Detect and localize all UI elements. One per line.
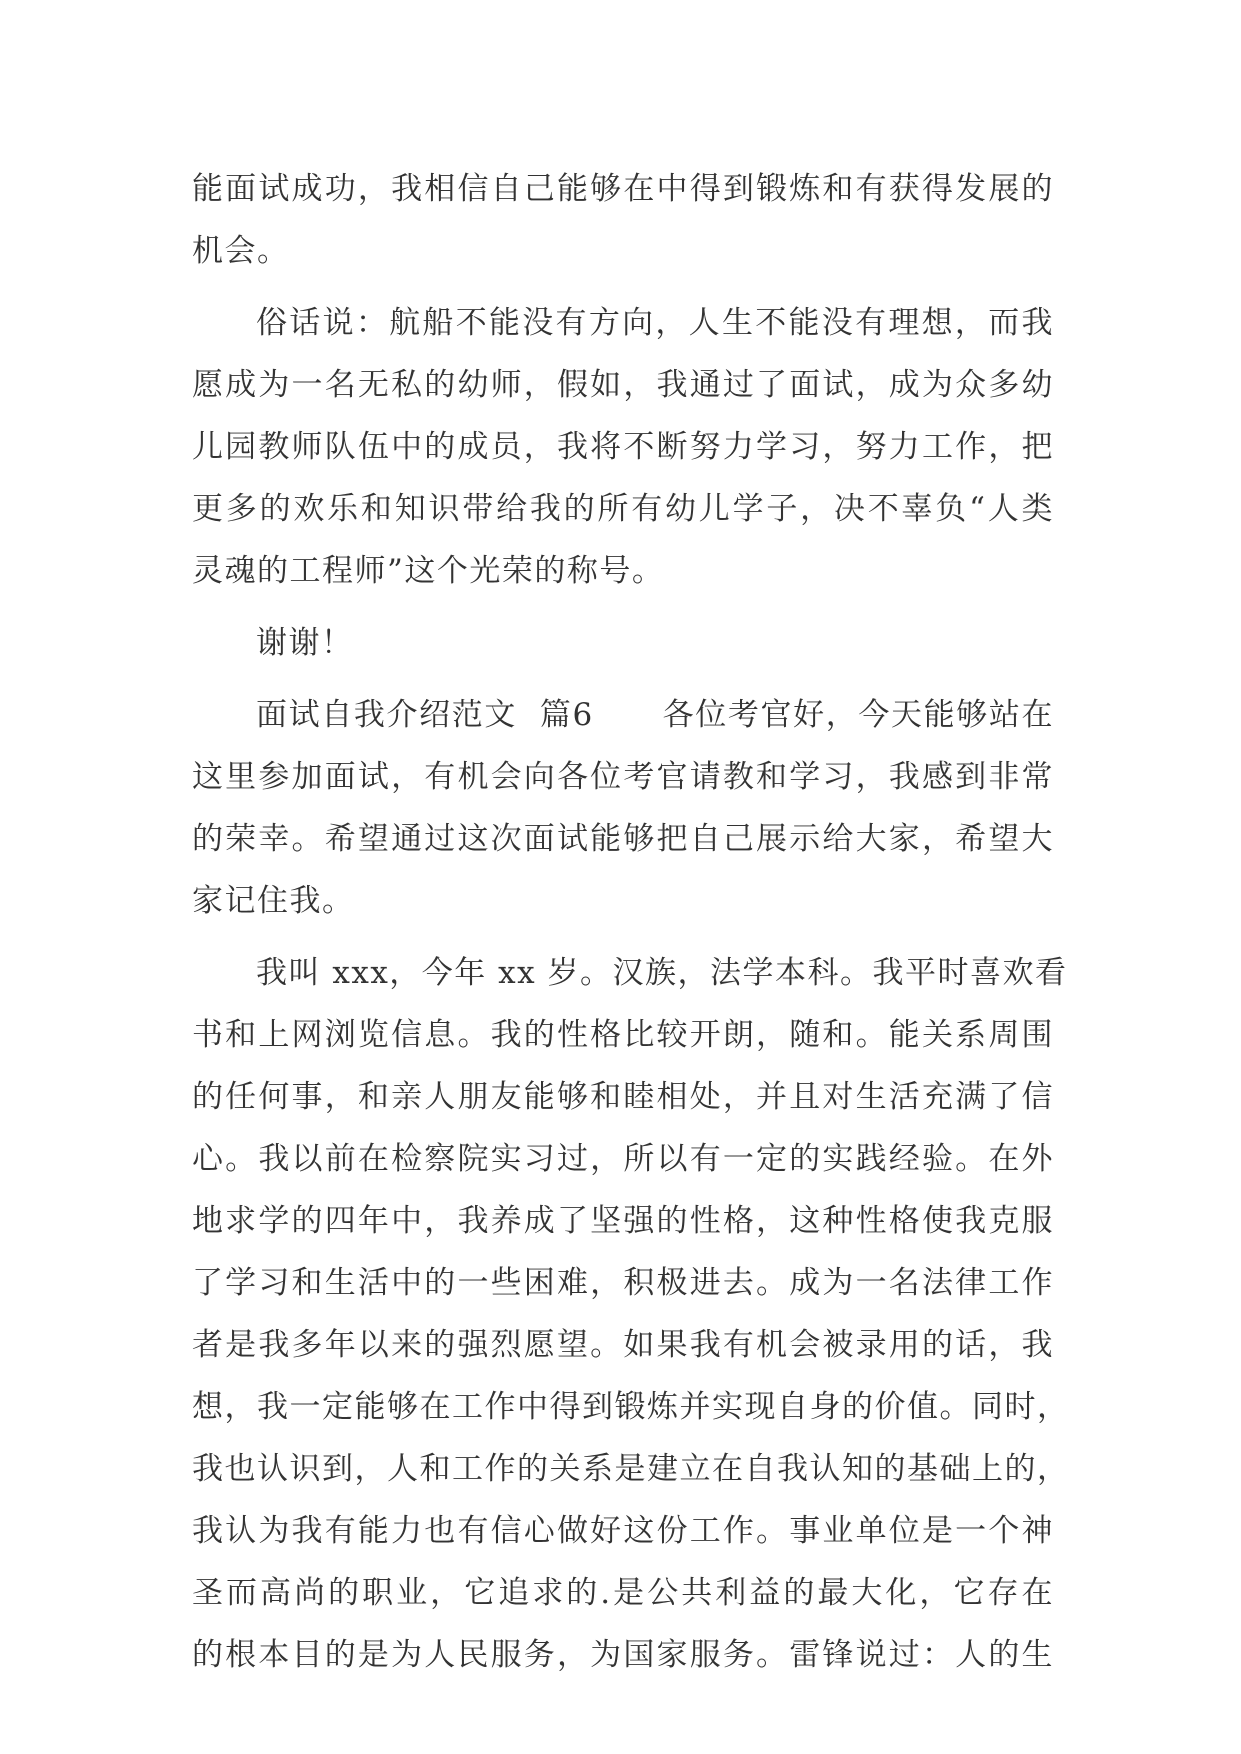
document-body [192,158,1070,1686]
text-line: 书和上网浏览信息。我的性格比较开朗，随和。能关系周围 [192,1017,1054,1053]
text-line: 圣而高尚的职业，它追求的.是公共利益的最大化，它存在 [192,1575,1054,1611]
text-line: 的荣幸。希望通过这次面试能够把自己展示给大家，希望大 [192,821,1054,857]
paragraph-2 [192,292,1054,602]
text-line: 心。我以前在检察院实习过，所以有一定的实践经验。在外 [192,1141,1054,1177]
text-line: 我也认识到，人和工作的关系是建立在自我认知的基础上的， [192,1451,1070,1487]
text-line: 儿园教师队伍中的成员，我将不断努力学习，努力工作，把 [192,429,1054,465]
text-line: 我叫 xxx，今年 xx 岁。汉族，法学本科。我平时喜欢看 [256,955,1068,991]
text-line: 了学习和生活中的一些困难，积极进去。成为一名法律工作 [192,1265,1054,1301]
text-line: 俗话说：航船不能没有方向，人生不能没有理想，而我 [256,305,1054,341]
text-line: 家记住我。 [192,883,355,919]
paragraph-5 [192,942,1070,1686]
text-line: 灵魂的工程师”这个光荣的称号。 [192,553,665,589]
text-line: 机会。 [192,233,290,269]
text-line: 谢谢！ [256,625,354,661]
text-line: 想，我一定能够在工作中得到锻炼并实现自身的价值。同时， [192,1389,1070,1425]
text-line: 更多的欢乐和知识带给我的所有幼儿学子，决不辜负“人类 [192,491,1054,527]
text-line: 的任何事，和亲人朋友能够和睦相处，并且对生活充满了信 [192,1079,1054,1115]
text-line: 愿成为一名无私的幼师，假如，我通过了面试，成为众多幼 [192,367,1054,403]
text-line: 者是我多年以来的强烈愿望。如果我有机会被录用的话，我 [192,1327,1054,1363]
text-line: 能面试成功，我相信自己能够在中得到锻炼和有获得发展的 [192,171,1054,207]
text-line: 面试自我介绍范文 篇6 各位考官好，今天能够站在 [256,697,1054,733]
paragraph-4 [192,684,1054,932]
paragraph-1 [192,158,1054,282]
text-line: 我认为我有能力也有信心做好这份工作。事业单位是一个神 [192,1513,1054,1549]
text-line: 这里参加面试，有机会向各位考官请教和学习，我感到非常 [192,759,1054,795]
text-line: 地求学的四年中，我养成了坚强的性格，这种性格使我克服 [192,1203,1054,1239]
text-line: 的根本目的是为人民服务，为国家服务。雷锋说过：人的生 [192,1637,1054,1673]
paragraph-3 [192,612,1054,674]
